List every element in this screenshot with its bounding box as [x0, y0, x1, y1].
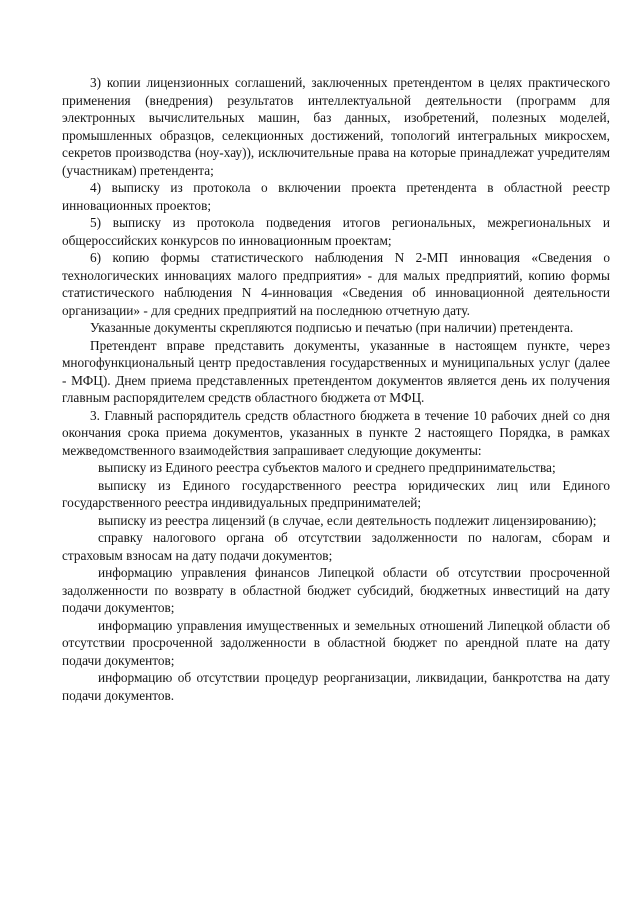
paragraph-statistical-forms: 6) копию формы статистического наблюдения N 2-МП инновация «Сведения о технологических инновациях малого предприятия» - для малых предприятий, копию формы статистического наблюдения N 4-инновация «Сведения об инновационной деятельности организации» - для средних предприятий на последнюю отчетную дату.: [62, 250, 610, 318]
paragraph-interagency-request: 3. Главный распорядитель средств областного бюджета в течение 10 рабочих дней со дня окончания срока приема документов, указанных в пункте 2 настоящего Порядка, в рамках межведомственного взаимодействия запрашивает следующие документы:: [62, 407, 610, 458]
list-item-legal-entities-registry: выписку из Единого государственного реестра юридических лиц или Единого государственного реестра индивидуальных предпринимателей;: [62, 477, 610, 510]
list-item-license-registry: выписку из реестра лицензий (в случае, если деятельность подлежит лицензированию);: [98, 512, 597, 528]
paragraph-protocol-contests: 5) выписку из протокола подведения итогов региональных, межрегиональных и общероссийских конкурсов по инновационным проектам;: [62, 215, 610, 248]
document-body: [62, 74, 610, 704]
list-item-property-department-info: информацию управления имущественных и земельных отношений Липецкой области об отсутствии просроченной задолженности в областной бюджет по арендной плате на дату подачи документов;: [62, 617, 610, 668]
list-item-sme-registry: выписку из Единого реестра субъектов малого и среднего предпринимательства;: [98, 460, 556, 475]
paragraph-protocol-regional-registry: 4) выписку из протокола о включении проекта претендента в областной реестр инновационных проектов;: [62, 180, 610, 213]
list-item-tax-certificate: справку налогового органа об отсутствии задолженности по налогам, сборам и страховым взносам на дату подачи документов;: [62, 530, 610, 563]
paragraph-license-agreements: 3) копии лицензионных соглашений, заключенных претендентом в целях практического применения (внедрения) результатов интеллектуальной деятельности (программ для электронных вычислительных машин, баз данных, изобретений, полезных моделей, промышленных образцов, селекционных достижений, топологий интегральных микросхем, секретов производства (ноу-хау)), исключительные права на которые принадлежат учредителям (участникам) претендента;: [62, 75, 610, 178]
paragraph-signature-seal: Указанные документы скрепляются подписью и печатью (при наличии) претендента.: [90, 320, 574, 335]
list-item-reorganization-info: информацию об отсутствии процедур реорганизации, ликвидации, банкротства на дату подачи документов.: [62, 670, 610, 703]
paragraph-mfc-submission: Претендент вправе представить документы, указанные в настоящем пункте, через многофункциональный центр предоставления государственных и муниципальных услуг (далее - МФЦ). Днем приема представленных претендентом документов является день их получения главным распорядителем средств областного бюджета от МФЦ.: [62, 337, 610, 405]
list-item-finance-department-info: информацию управления финансов Липецкой области об отсутствии просроченной задолженности по возврату в областной бюджет субсидий, бюджетных инвестиций на дату подачи документов;: [62, 565, 610, 615]
